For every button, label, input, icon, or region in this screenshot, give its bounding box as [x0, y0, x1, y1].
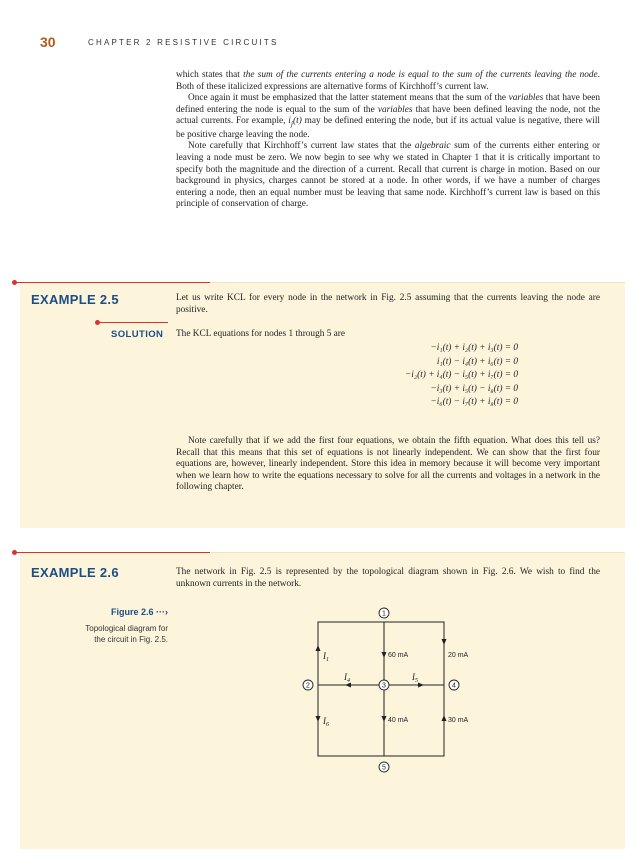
example-rule: [15, 282, 210, 283]
example-2-5-text: Let us write KCL for every node in the network in Fig. 2.5 assuming that the currents leaving the node are positive.: [176, 293, 600, 315]
node-3-label: 3: [382, 682, 386, 690]
label-60ma: 60 mA: [388, 652, 409, 659]
node-2-label: 2: [306, 682, 310, 690]
solution-rule: [98, 322, 168, 323]
60ma-arrow-icon: [382, 652, 387, 658]
40ma-arrow-icon: [382, 716, 387, 722]
page-number: 30: [40, 34, 56, 50]
topological-diagram: [290, 600, 469, 780]
intro-paragraph-1: which states that the sum of the currents entering a node is equal to the sum of the currents leaving the node. Both of these italicized expressions are alternative forms of Kirchhoff’s current law.: [176, 70, 600, 92]
figure-2-6-label: Figure 2.6 ···›: [110, 607, 168, 617]
example-2-6-text: The network in Fig. 2.5 is represented by the topological diagram shown in Fig. 2.6. We wish to find the unknown currents in the network.: [176, 567, 600, 589]
i5-arrow-icon: [418, 683, 424, 688]
label-30ma: 30 mA: [448, 717, 469, 724]
node-5-label: 5: [382, 764, 386, 772]
equation-3: −i₂(t) + i₄(t) − i₅(t) + i₇(t) = 0: [405, 370, 518, 380]
label-i1: $I_1$: [323, 651, 329, 663]
label-i4: $I_4$: [344, 672, 350, 684]
i1-arrow-icon: [316, 645, 321, 651]
intro-text: [176, 70, 600, 211]
solution-label: SOLUTION: [111, 329, 164, 340]
equation-4: −i₃(t) + i₅(t) − i₈(t) = 0: [430, 383, 518, 394]
equation-5: −i₆(t) − i₇(t) + i₈(t) = 0: [430, 397, 518, 407]
equation-2: i₁(t) − i₄(t) + i₆(t) = 0: [436, 356, 518, 367]
intro-paragraph-3: Note carefully that Kirchhoff’s current law states that the algebraic sum of the currents either entering or leaving a node must be zero. We now begin to see why we stated in Chapter 1 that it is critically important to specify both the magnitude and the direction of a current. Recall that current is charge in motion. Based on our background in physics, charges cannot be stored at a node. In other words, if we have a number of charges entering a node, then an equal number must be leaving that same node. Kirchhoff’s current law is based on this principle of conservation of charge.: [176, 141, 600, 210]
20ma-arrow-icon: [442, 639, 447, 645]
label-20ma: 20 mA: [448, 652, 469, 659]
equation-1: −i₁(t) + i₂(t) + i₃(t) = 0: [430, 343, 518, 353]
kcl-equations: [176, 343, 518, 413]
node-1-label: 1: [382, 610, 386, 618]
example-2-5-note: Note carefully that if we add the first four equations, we obtain the fifth equation. What does this tell us? Recall that this means that this set of equations is not linearly independent. We can show that the first four equations are, however, linearly independent. Store this idea in memory because it will become very important when we learn how to write the equations necessary to solve for all the currents and voltages in a network in the following chapter.: [176, 436, 600, 493]
i6-arrow-icon: [316, 716, 321, 722]
node-4-label: 4: [452, 682, 456, 690]
figure-arrow-icon: ···›: [156, 607, 168, 617]
example-rule: [15, 552, 210, 553]
label-40ma: 40 mA: [388, 717, 409, 724]
example-2-6-label: EXAMPLE 2.6: [31, 565, 119, 580]
label-i6: $I_6$: [323, 716, 329, 728]
figure-2-6-caption: Topological diagram for the circuit in Fig. 2.5.: [85, 624, 168, 644]
running-head: CHAPTER 2 RESISTIVE CIRCUITS: [88, 38, 279, 47]
30ma-arrow-icon: [442, 715, 447, 721]
example-2-5-label: EXAMPLE 2.5: [31, 292, 119, 307]
intro-paragraph-2: Once again it must be emphasized that the latter statement means that the sum of the variables that have been defined entering the node is equal to the sum of the variables that have been defined leaving the node, not the actual currents. For example, $i_j(t)$ may be defined entering the node, but if its actual value is negative, there will be positive charge leaving the node.: [176, 93, 600, 140]
solution-intro: The KCL equations for nodes 1 through 5 are: [176, 329, 346, 339]
label-i5: $I_5$: [412, 672, 418, 684]
